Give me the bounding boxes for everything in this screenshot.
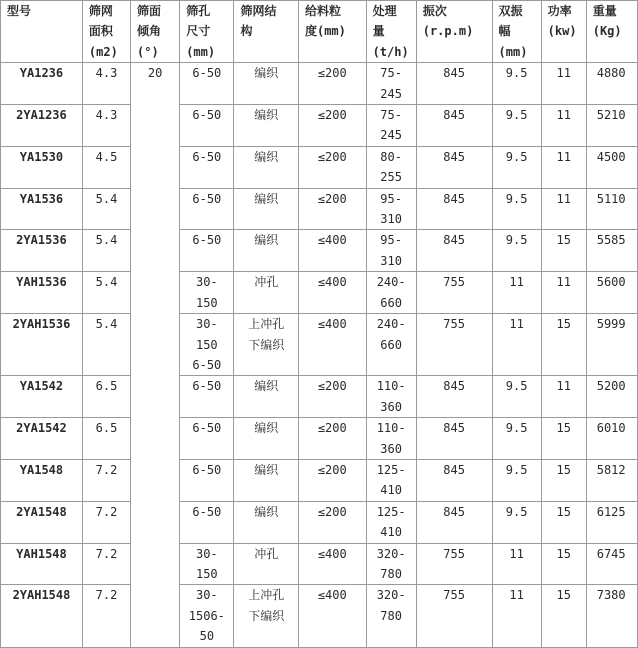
cell-area: 4.3 bbox=[82, 63, 130, 105]
cell-power: 11 bbox=[541, 105, 586, 147]
cell-hole-size-line: 6-50 bbox=[192, 233, 222, 248]
cell-vibration-frequency: 845 bbox=[416, 459, 492, 501]
cell-capacity bbox=[366, 543, 416, 585]
cell-feed-size: ≤200 bbox=[298, 459, 366, 501]
cell-hole-size bbox=[180, 459, 234, 501]
cell-feed-size: ≤400 bbox=[298, 585, 366, 647]
cell-mesh-structure-line: 编织 bbox=[254, 233, 279, 248]
table-row bbox=[1, 314, 638, 376]
header-text: 度(mm) bbox=[304, 24, 346, 39]
cell-double-amplitude: 9.5 bbox=[492, 105, 541, 147]
cell-capacity-line: 125- bbox=[376, 504, 406, 519]
cell-mesh-structure-line: 编织 bbox=[254, 504, 279, 519]
cell-area: 4.5 bbox=[82, 146, 130, 188]
cell-double-amplitude: 9.5 bbox=[492, 459, 541, 501]
cell-area: 6.5 bbox=[82, 376, 130, 418]
cell-capacity-line: 660 bbox=[380, 295, 402, 310]
cell-weight: 5110 bbox=[586, 188, 637, 230]
cell-model: YA1542 bbox=[1, 376, 83, 418]
cell-power: 15 bbox=[541, 230, 586, 272]
cell-area: 5.4 bbox=[82, 314, 130, 376]
cell-vibration-frequency: 845 bbox=[416, 105, 492, 147]
cell-hole-size-line: 150 bbox=[195, 337, 218, 352]
cell-capacity bbox=[366, 418, 416, 460]
cell-capacity-line: 310 bbox=[380, 253, 402, 268]
cell-feed-size: ≤200 bbox=[298, 63, 366, 105]
header-text: 双振 bbox=[498, 4, 523, 18]
header-text: 功率 bbox=[547, 4, 572, 18]
cell-vibration-frequency: 845 bbox=[416, 376, 492, 418]
cell-hole-size-line: 6-50 bbox=[192, 379, 222, 394]
cell-double-amplitude: 9.5 bbox=[492, 146, 541, 188]
cell-capacity bbox=[366, 459, 416, 501]
cell-hole-size bbox=[180, 314, 234, 376]
cell-feed-size: ≤200 bbox=[298, 105, 366, 147]
header-text: 构 bbox=[240, 24, 253, 39]
cell-hole-size-line: 6-50 bbox=[192, 421, 222, 436]
cell-weight: 4880 bbox=[586, 63, 637, 105]
cell-hole-size bbox=[180, 230, 234, 272]
cell-capacity-line: 310 bbox=[380, 212, 402, 227]
cell-area: 7.2 bbox=[82, 501, 130, 543]
cell-hole-size-line: 150 bbox=[195, 295, 218, 310]
table-row bbox=[1, 543, 638, 585]
cell-mesh-structure-line: 上冲孔 bbox=[248, 317, 285, 332]
table-row bbox=[1, 501, 638, 543]
header-feed-size bbox=[298, 1, 366, 63]
cell-weight: 5210 bbox=[586, 105, 637, 147]
cell-capacity-line: 110- bbox=[376, 421, 406, 436]
cell-double-amplitude: 9.5 bbox=[492, 501, 541, 543]
cell-capacity bbox=[366, 376, 416, 418]
header-area bbox=[82, 1, 130, 63]
header-double-amplitude bbox=[492, 1, 541, 63]
header-text: 型号 bbox=[7, 4, 32, 18]
cell-double-amplitude: 11 bbox=[492, 272, 541, 314]
cell-mesh-structure bbox=[234, 63, 299, 105]
cell-vibration-frequency: 845 bbox=[416, 63, 492, 105]
cell-double-amplitude: 9.5 bbox=[492, 230, 541, 272]
cell-hole-size bbox=[180, 105, 234, 147]
cell-power: 11 bbox=[541, 63, 586, 105]
cell-hole-size bbox=[180, 146, 234, 188]
cell-vibration-frequency: 755 bbox=[416, 314, 492, 376]
header-text: 重量 bbox=[592, 4, 617, 18]
cell-power: 15 bbox=[541, 543, 586, 585]
header-text: 面积 bbox=[88, 24, 113, 39]
cell-weight: 6010 bbox=[586, 418, 637, 460]
cell-hole-size-line: 30- bbox=[195, 275, 218, 290]
cell-feed-size: ≤400 bbox=[298, 314, 366, 376]
header-text: 量 bbox=[372, 24, 385, 39]
cell-capacity-line: 660 bbox=[380, 337, 402, 352]
cell-area: 5.4 bbox=[82, 188, 130, 230]
cell-feed-size: ≤400 bbox=[298, 272, 366, 314]
cell-capacity-line: 75- bbox=[380, 66, 402, 81]
cell-hole-size-line: 150 bbox=[195, 566, 218, 581]
cell-hole-size-line: 6-50 bbox=[192, 191, 222, 206]
cell-capacity-line: 360 bbox=[380, 441, 402, 456]
header-text: 筛面 bbox=[137, 4, 162, 18]
table-row bbox=[1, 585, 638, 647]
header-text: 幅 bbox=[498, 24, 511, 39]
cell-hole-size bbox=[180, 376, 234, 418]
cell-model: YA1236 bbox=[1, 63, 83, 105]
cell-power: 11 bbox=[541, 272, 586, 314]
cell-double-amplitude: 9.5 bbox=[492, 188, 541, 230]
cell-hole-size bbox=[180, 418, 234, 460]
header-model bbox=[1, 1, 83, 63]
header-text: (°) bbox=[137, 44, 159, 59]
table-row bbox=[1, 230, 638, 272]
cell-weight: 5999 bbox=[586, 314, 637, 376]
cell-power: 11 bbox=[541, 376, 586, 418]
header-text: 振次 bbox=[422, 4, 447, 18]
cell-capacity-line: 95- bbox=[380, 191, 402, 206]
cell-area: 5.4 bbox=[82, 230, 130, 272]
cell-mesh-structure-line: 编织 bbox=[254, 108, 279, 123]
cell-area: 7.2 bbox=[82, 543, 130, 585]
cell-power: 15 bbox=[541, 501, 586, 543]
header-capacity bbox=[366, 1, 416, 63]
cell-weight: 5200 bbox=[586, 376, 637, 418]
cell-capacity bbox=[366, 314, 416, 376]
cell-mesh-structure bbox=[234, 543, 299, 585]
cell-hole-size-line: 30- bbox=[195, 588, 218, 603]
cell-hole-size-line: 30- bbox=[195, 546, 218, 561]
cell-double-amplitude: 11 bbox=[492, 543, 541, 585]
cell-capacity-line: 240- bbox=[376, 317, 406, 332]
cell-vibration-frequency: 755 bbox=[416, 272, 492, 314]
cell-model: YA1536 bbox=[1, 188, 83, 230]
cell-capacity-line: 75- bbox=[380, 108, 402, 123]
cell-weight: 4500 bbox=[586, 146, 637, 188]
cell-capacity-line: 410 bbox=[380, 525, 402, 540]
cell-mesh-structure bbox=[234, 418, 299, 460]
cell-hole-size-line: 1506- bbox=[188, 608, 225, 623]
cell-capacity-line: 320- bbox=[376, 588, 406, 603]
cell-feed-size: ≤400 bbox=[298, 543, 366, 585]
cell-capacity-line: 125- bbox=[376, 462, 406, 477]
cell-mesh-structure-line: 编织 bbox=[254, 66, 279, 81]
header-text: 尺寸 bbox=[186, 24, 211, 39]
cell-vibration-frequency: 755 bbox=[416, 543, 492, 585]
header-text: 筛孔 bbox=[186, 4, 211, 18]
cell-hole-size bbox=[180, 188, 234, 230]
cell-incline: 20 bbox=[131, 63, 180, 647]
cell-mesh-structure-line: 上冲孔 bbox=[248, 588, 285, 603]
cell-power: 11 bbox=[541, 188, 586, 230]
header-text: (Kg) bbox=[592, 24, 622, 39]
cell-hole-size bbox=[180, 585, 234, 647]
cell-feed-size: ≤200 bbox=[298, 146, 366, 188]
header-vibration-frequency bbox=[416, 1, 492, 63]
cell-weight: 5812 bbox=[586, 459, 637, 501]
cell-capacity bbox=[366, 585, 416, 647]
cell-capacity bbox=[366, 501, 416, 543]
cell-mesh-structure-line: 编织 bbox=[254, 149, 279, 164]
header-text: 给料粒 bbox=[304, 4, 341, 18]
header-text: 筛网 bbox=[88, 4, 113, 18]
cell-double-amplitude: 11 bbox=[492, 585, 541, 647]
cell-feed-size: ≤200 bbox=[298, 501, 366, 543]
cell-model: YA1530 bbox=[1, 146, 83, 188]
table-body bbox=[1, 63, 638, 647]
cell-feed-size: ≤200 bbox=[298, 376, 366, 418]
cell-mesh-structure-line: 编织 bbox=[254, 379, 279, 394]
cell-mesh-structure bbox=[234, 230, 299, 272]
cell-weight: 7380 bbox=[586, 585, 637, 647]
cell-model: 2YAH1536 bbox=[1, 314, 83, 376]
cell-double-amplitude: 11 bbox=[492, 314, 541, 376]
cell-capacity-line: 410 bbox=[380, 483, 402, 498]
cell-vibration-frequency: 845 bbox=[416, 230, 492, 272]
cell-vibration-frequency: 845 bbox=[416, 188, 492, 230]
table-row bbox=[1, 459, 638, 501]
cell-vibration-frequency: 755 bbox=[416, 585, 492, 647]
cell-mesh-structure-line: 编织 bbox=[254, 191, 279, 206]
cell-capacity bbox=[366, 272, 416, 314]
cell-model: 2YA1542 bbox=[1, 418, 83, 460]
cell-power: 15 bbox=[541, 418, 586, 460]
header-mesh-structure bbox=[234, 1, 299, 63]
cell-capacity-line: 780 bbox=[380, 566, 402, 581]
cell-area: 6.5 bbox=[82, 418, 130, 460]
cell-mesh-structure bbox=[234, 501, 299, 543]
header-text: (t/h) bbox=[372, 44, 409, 59]
cell-power: 15 bbox=[541, 459, 586, 501]
cell-mesh-structure bbox=[234, 188, 299, 230]
cell-feed-size: ≤200 bbox=[298, 418, 366, 460]
cell-power: 15 bbox=[541, 314, 586, 376]
cell-capacity-line: 240- bbox=[376, 275, 406, 290]
cell-capacity-line: 780 bbox=[380, 608, 402, 623]
cell-hole-size-line: 6-50 bbox=[192, 108, 222, 123]
cell-vibration-frequency: 845 bbox=[416, 418, 492, 460]
cell-hole-size bbox=[180, 272, 234, 314]
header-hole-size bbox=[180, 1, 234, 63]
cell-capacity bbox=[366, 230, 416, 272]
cell-hole-size bbox=[180, 501, 234, 543]
table-header bbox=[1, 1, 638, 63]
cell-capacity-line: 80- bbox=[380, 149, 402, 164]
cell-mesh-structure bbox=[234, 146, 299, 188]
cell-mesh-structure bbox=[234, 376, 299, 418]
cell-hole-size bbox=[180, 63, 234, 105]
cell-feed-size: ≤400 bbox=[298, 230, 366, 272]
cell-hole-size-line: 6-50 bbox=[192, 462, 222, 477]
cell-capacity-line: 95- bbox=[380, 233, 402, 248]
cell-capacity bbox=[366, 188, 416, 230]
table-row bbox=[1, 272, 638, 314]
cell-mesh-structure-line: 下编织 bbox=[248, 608, 285, 623]
cell-feed-size: ≤200 bbox=[298, 188, 366, 230]
cell-vibration-frequency: 845 bbox=[416, 146, 492, 188]
cell-mesh-structure bbox=[234, 585, 299, 647]
cell-mesh-structure bbox=[234, 314, 299, 376]
table-row bbox=[1, 105, 638, 147]
cell-model: YAH1548 bbox=[1, 543, 83, 585]
cell-weight: 5600 bbox=[586, 272, 637, 314]
cell-model: 2YAH1548 bbox=[1, 585, 83, 647]
table-row bbox=[1, 418, 638, 460]
cell-mesh-structure bbox=[234, 272, 299, 314]
header-text: (r.p.m) bbox=[422, 24, 474, 39]
cell-weight: 5585 bbox=[586, 230, 637, 272]
header-text: (m2) bbox=[88, 44, 118, 59]
cell-double-amplitude: 9.5 bbox=[492, 63, 541, 105]
cell-capacity-line: 320- bbox=[376, 546, 406, 561]
header-text: (mm) bbox=[186, 44, 216, 59]
header-text: (kw) bbox=[547, 24, 577, 39]
table-row bbox=[1, 63, 638, 105]
cell-power: 15 bbox=[541, 585, 586, 647]
cell-vibration-frequency: 845 bbox=[416, 501, 492, 543]
table-row bbox=[1, 146, 638, 188]
header-power bbox=[541, 1, 586, 63]
cell-hole-size-line: 30- bbox=[195, 317, 218, 332]
header-text: (mm) bbox=[498, 44, 528, 59]
header-text: 处理 bbox=[372, 4, 397, 18]
cell-model: 2YA1536 bbox=[1, 230, 83, 272]
cell-capacity bbox=[366, 105, 416, 147]
cell-area: 4.3 bbox=[82, 105, 130, 147]
cell-power: 11 bbox=[541, 146, 586, 188]
cell-area: 7.2 bbox=[82, 459, 130, 501]
cell-mesh-structure-line: 编织 bbox=[254, 462, 279, 477]
cell-capacity-line: 110- bbox=[376, 379, 406, 394]
cell-capacity-line: 245 bbox=[380, 86, 402, 101]
cell-capacity bbox=[366, 146, 416, 188]
cell-mesh-structure bbox=[234, 459, 299, 501]
cell-mesh-structure-line: 下编织 bbox=[248, 337, 285, 352]
cell-model: 2YA1236 bbox=[1, 105, 83, 147]
cell-capacity-line: 360 bbox=[380, 399, 402, 414]
cell-capacity-line: 245 bbox=[380, 128, 402, 143]
cell-mesh-structure bbox=[234, 105, 299, 147]
cell-mesh-structure-line: 冲孔 bbox=[254, 275, 279, 290]
cell-weight: 6745 bbox=[586, 543, 637, 585]
cell-weight: 6125 bbox=[586, 501, 637, 543]
cell-hole-size-line: 6-50 bbox=[192, 504, 222, 519]
header-weight bbox=[586, 1, 637, 63]
cell-mesh-structure-line: 编织 bbox=[254, 421, 279, 436]
cell-model: YAH1536 bbox=[1, 272, 83, 314]
header-text: 倾角 bbox=[137, 24, 162, 39]
table-row bbox=[1, 376, 638, 418]
cell-area: 7.2 bbox=[82, 585, 130, 647]
cell-hole-size-line: 6-50 bbox=[192, 66, 222, 81]
cell-hole-size-line: 6-50 bbox=[192, 149, 222, 164]
cell-capacity bbox=[366, 63, 416, 105]
cell-hole-size-line: 50 bbox=[199, 629, 215, 644]
cell-capacity-line: 255 bbox=[380, 170, 402, 185]
cell-mesh-structure-line: 冲孔 bbox=[254, 546, 279, 561]
cell-model: YA1548 bbox=[1, 459, 83, 501]
cell-model: 2YA1548 bbox=[1, 501, 83, 543]
header-incline bbox=[131, 1, 180, 63]
cell-double-amplitude: 9.5 bbox=[492, 418, 541, 460]
cell-double-amplitude: 9.5 bbox=[492, 376, 541, 418]
cell-hole-size bbox=[180, 543, 234, 585]
table-row bbox=[1, 188, 638, 230]
header-text: 筛网结 bbox=[240, 4, 277, 18]
cell-area: 5.4 bbox=[82, 272, 130, 314]
cell-hole-size-line: 6-50 bbox=[192, 357, 222, 372]
